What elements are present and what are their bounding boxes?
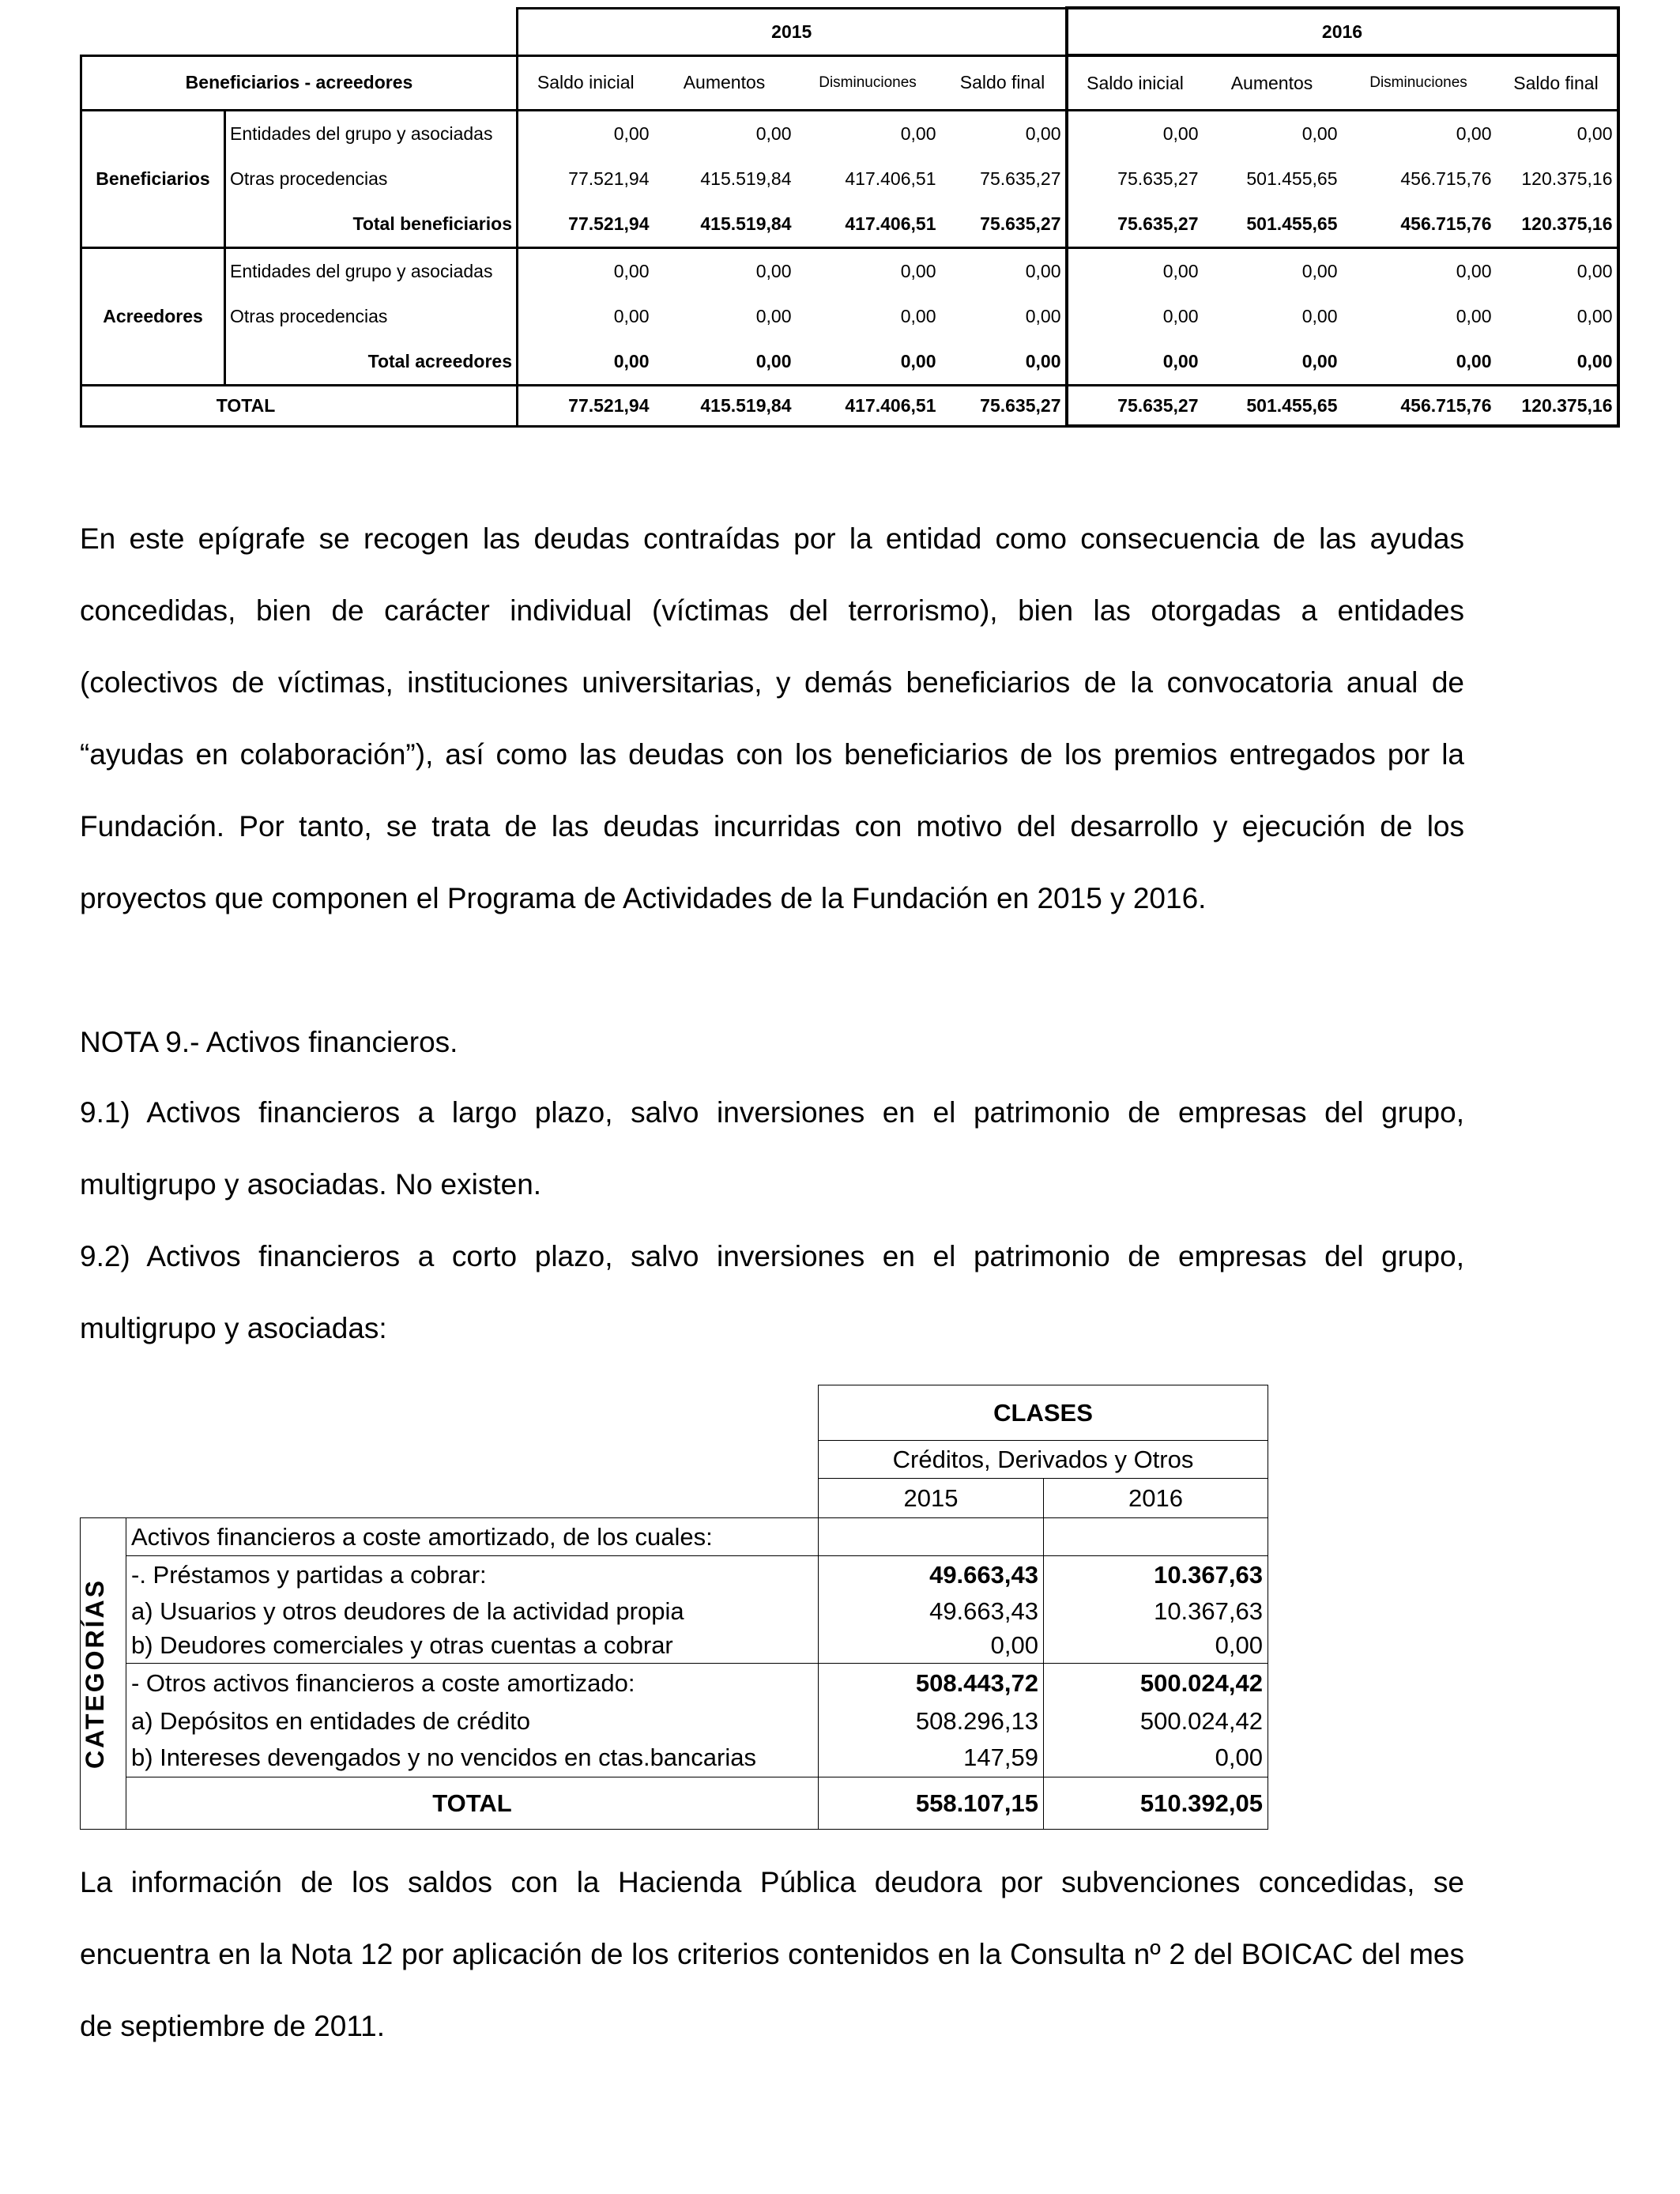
- row-label: a) Usuarios y otros deudores de la actividad propia: [126, 1594, 819, 1629]
- cell: 0,00: [1044, 1740, 1268, 1777]
- cell: [1044, 1518, 1268, 1556]
- cell: 0,00: [1301, 261, 1338, 281]
- row-label: Activos financieros a coste amortizado, de los cuales:: [126, 1518, 819, 1556]
- row-label: Entidades del grupo y asociadas: [225, 111, 518, 157]
- cell: 120.375,16: [1496, 386, 1618, 427]
- cell: 120.375,16: [1496, 202, 1618, 248]
- cell: 456.715,76: [1400, 168, 1492, 189]
- col-aumentos-2016: Aumentos: [1203, 55, 1342, 111]
- paragraph-hacienda: La información de los saldos con la Hacienda Pública deudora por subvenciones concedidas, se encuentra en la Nota 12 por aplicación de los criterios contenidos en la Consulta nº 2 del BOICAC del mes de septiembre de 2011.: [80, 1866, 1464, 2042]
- cell: 75.635,27: [1067, 156, 1203, 202]
- row-label: Otras procedencias: [225, 294, 518, 339]
- cell: 77.521,94: [518, 386, 654, 427]
- row-label: b) Intereses devengados y no vencidos en ctas.bancarias: [126, 1740, 819, 1777]
- cell: 0,00: [1456, 306, 1492, 326]
- cell: [819, 1518, 1044, 1556]
- cell: 0,00: [1203, 339, 1342, 386]
- cell: 10.367,63: [1044, 1594, 1268, 1629]
- creditos-derivados-header: Créditos, Derivados y Otros: [819, 1441, 1268, 1479]
- table-row: [81, 1703, 1268, 1740]
- cell: 147,59: [819, 1740, 1044, 1777]
- row-label: -. Préstamos y partidas a cobrar:: [126, 1556, 819, 1594]
- table-row: [81, 248, 1618, 295]
- cell: 0,00: [1342, 339, 1496, 386]
- cell: 0,00: [518, 339, 654, 386]
- cell: 415.519,84: [700, 168, 792, 189]
- cell: 0,00: [1301, 123, 1338, 144]
- table-row-total: [81, 339, 1618, 386]
- cell: 0,00: [900, 261, 936, 281]
- note-9-1-text: 9.1) Activos financieros a largo plazo, salvo inversiones en el patrimonio de empresas del grupo, multigrupo y asociadas. No existen.: [80, 1096, 1464, 1201]
- cell: 0,00: [900, 306, 936, 326]
- row-label: Entidades del grupo y asociadas: [225, 248, 518, 295]
- clases-header: CLASES: [819, 1385, 1268, 1441]
- row-label: Otras procedencias: [225, 156, 518, 202]
- total-label: TOTAL: [126, 1777, 819, 1830]
- grand-total-label: TOTAL: [81, 386, 518, 427]
- table-row: [81, 1740, 1268, 1777]
- table-row: [81, 1629, 1268, 1664]
- col-saldo-final-2016: Saldo final: [1496, 55, 1618, 111]
- beneficiarios-group-label: Beneficiarios: [81, 111, 225, 248]
- year-2015-header: 2015: [819, 1479, 1044, 1518]
- cell: 508.443,72: [819, 1664, 1044, 1703]
- cell: 0,00: [1044, 1629, 1268, 1664]
- cell: 417.406,51: [796, 386, 940, 427]
- row-label: b) Deudores comerciales y otras cuentas a cobrar: [126, 1629, 819, 1664]
- cell: 0,00: [1496, 339, 1618, 386]
- cell: 0,00: [819, 1629, 1044, 1664]
- cell: 0,00: [755, 306, 792, 326]
- table-row-total: [81, 202, 1618, 248]
- year-2015-header: 2015: [518, 8, 1067, 55]
- col-disminuciones-2016: Disminuciones: [1342, 55, 1496, 111]
- row-label: Total beneficiarios: [225, 202, 518, 248]
- cell: 501.455,65: [1203, 386, 1342, 427]
- cell: 49.663,43: [819, 1594, 1044, 1629]
- table-row: [81, 111, 1618, 157]
- row-label: Total acreedores: [225, 339, 518, 386]
- table-row: [81, 1594, 1268, 1629]
- cell: 0,00: [518, 294, 654, 339]
- cell: 0,00: [1496, 248, 1618, 295]
- cell: 0,00: [755, 261, 792, 281]
- table-row: [81, 1664, 1268, 1703]
- row-label: a) Depósitos en entidades de crédito: [126, 1703, 819, 1740]
- cell: 417.406,51: [845, 168, 936, 189]
- table-row: [81, 294, 1618, 339]
- cell: 75.635,27: [940, 386, 1067, 427]
- table-row: [81, 156, 1618, 202]
- cell: 417.406,51: [796, 202, 940, 248]
- cell: 77.521,94: [518, 202, 654, 248]
- cell: 0,00: [1067, 111, 1203, 157]
- note-9-heading: NOTA 9.- Activos financieros.: [80, 1026, 458, 1058]
- acreedores-group-label: Acreedores: [81, 248, 225, 386]
- cell: 0,00: [1067, 294, 1203, 339]
- cell: 0,00: [1456, 261, 1492, 281]
- cell: 501.455,65: [1246, 168, 1338, 189]
- cell: 501.455,65: [1203, 202, 1342, 248]
- cell: 75.635,27: [1067, 202, 1203, 248]
- cell: 0,00: [755, 123, 792, 144]
- cell: 510.392,05: [1044, 1777, 1268, 1830]
- cell: 77.521,94: [518, 156, 654, 202]
- cell: 508.296,13: [819, 1703, 1044, 1740]
- cell: 75.635,27: [940, 202, 1067, 248]
- row-label: - Otros activos financieros a coste amortizado:: [126, 1664, 819, 1703]
- cell: 0,00: [654, 339, 796, 386]
- cell: 0,00: [1025, 123, 1061, 144]
- cell: 10.367,63: [1044, 1556, 1268, 1594]
- beneficiarios-acreedores-table: [80, 6, 1620, 428]
- cell: 0,00: [796, 339, 940, 386]
- cell: 500.024,42: [1044, 1664, 1268, 1703]
- activos-financieros-table: [80, 1385, 1268, 1830]
- note-9-2-text: 9.2) Activos financieros a corto plazo, salvo inversiones en el patrimonio de empresas del grupo, multigrupo y asociadas:: [80, 1240, 1464, 1344]
- cell: 0,00: [518, 111, 654, 157]
- cell: 0,00: [1301, 306, 1338, 326]
- col-disminuciones-2015: Disminuciones: [796, 55, 940, 111]
- cell: 0,00: [1496, 294, 1618, 339]
- cell: 0,00: [900, 123, 936, 144]
- table-row: [81, 1556, 1268, 1594]
- year-2016-header: 2016: [1067, 8, 1618, 55]
- cell: 75.635,27: [1067, 386, 1203, 427]
- cell: 500.024,42: [1044, 1703, 1268, 1740]
- table-row-total: [81, 1777, 1268, 1830]
- categorias-label: CATEGORÍAS: [81, 1578, 109, 1769]
- paragraph-deudas: En este epígrafe se recogen las deudas contraídas por la entidad como consecuencia de las ayudas concedidas, bien de carácter individual (víctimas del terrorismo), bien las otorgadas a entidades (colectivos de víctimas, instituciones universitarias, y demás beneficiarios de la convocatoria anual de “ayudas en colaboración”), así como las deudas con los beneficiarios de los premios entregados por la Fundación. Por tanto, se trata de las deudas incurridas con motivo del desarrollo y ejecución de los proyectos que componen el Programa de Actividades de la Fundación en 2015 y 2016.: [80, 522, 1464, 914]
- cell: 75.635,27: [980, 168, 1061, 189]
- cell: 415.519,84: [654, 386, 796, 427]
- cell: 456.715,76: [1342, 386, 1496, 427]
- cell: 120.375,16: [1496, 156, 1618, 202]
- cell: 0,00: [1025, 261, 1061, 281]
- cell: 0,00: [1067, 248, 1203, 295]
- cell: 415.519,84: [654, 202, 796, 248]
- table-row-grand-total: [81, 386, 1618, 427]
- table-row: [81, 1518, 1268, 1556]
- cell: 456.715,76: [1342, 202, 1496, 248]
- cell: 0,00: [940, 339, 1067, 386]
- col-saldo-inicial-2016: Saldo inicial: [1067, 55, 1203, 111]
- col-saldo-inicial-2015: Saldo inicial: [518, 55, 654, 111]
- cell: 0,00: [518, 248, 654, 295]
- beneficiarios-acreedores-header: Beneficiarios - acreedores: [81, 55, 518, 111]
- cell: 0,00: [1496, 111, 1618, 157]
- categorias-cell: [81, 1518, 126, 1830]
- year-2016-header: 2016: [1044, 1479, 1268, 1518]
- cell: 0,00: [1067, 339, 1203, 386]
- cell: 0,00: [1456, 123, 1492, 144]
- cell: 49.663,43: [819, 1556, 1044, 1594]
- col-saldo-final-2015: Saldo final: [940, 55, 1067, 111]
- cell: 558.107,15: [819, 1777, 1044, 1830]
- cell: 0,00: [1025, 306, 1061, 326]
- col-aumentos-2015: Aumentos: [654, 55, 796, 111]
